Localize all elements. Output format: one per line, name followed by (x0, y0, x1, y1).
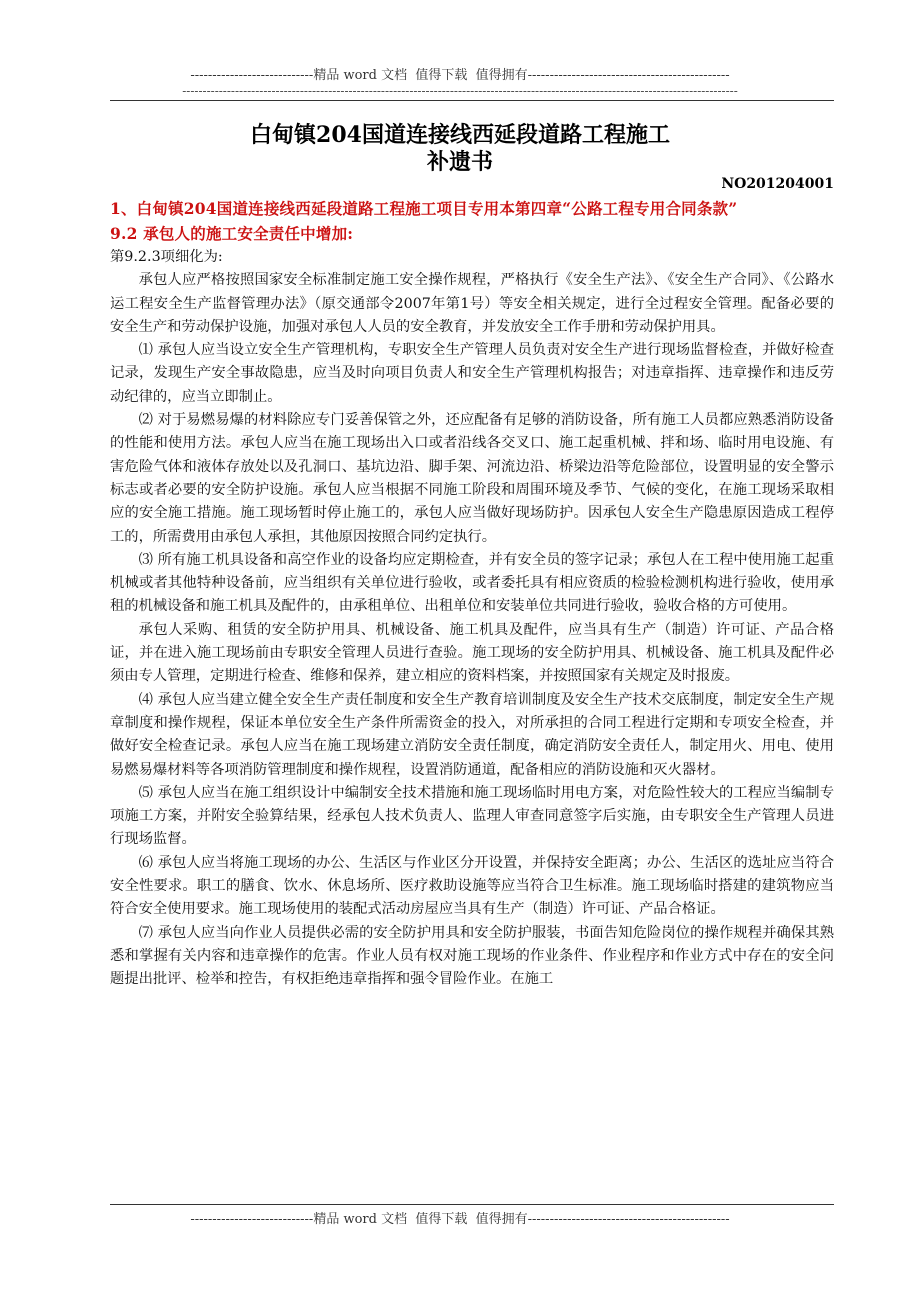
paragraph: ⑴ 承包人应当设立安全生产管理机构，专职安全生产管理人员负责对安全生产进行现场监督检查，并做好检查记录，发现生产安全事故隐患，应当及时向项目负责人和安全生产管理机构报告；对违章指挥、违章操作和违反劳动纪律的，应当立即制止。 (110, 342, 834, 405)
document-title: 白甸镇204国道连接线西延段道路工程施工 (250, 122, 670, 148)
paragraph: 承包人采购、租赁的安全防护用具、机械设备、施工机具及配件，应当具有生产（制造）许可证、产品合格证，并在进入施工现场前由专职安全管理人员进行查验。施工现场的安全防护用具、机械设备、施工机具及配件必须由专人管理，定期进行检查、维修和保养，建立相应的资料档案，并按照国家有关规定及时报废。 (110, 621, 834, 685)
paragraph: ⑵ 对于易燃易爆的材料除应专门妥善保管之外，还应配备有足够的消防设备，所有施工人员都应熟悉消防设备的性能和使用方法。承包人应当在施工现场出入口或者沿线各交叉口、施工起重机械、拌和场、临时用电设施、有害危险气体和液体存放处以及孔洞口、基坑边沿、脚手架、河流边沿、桥梁边沿等危险部位，设置明显的安全警示标志或者必要的安全防护设施。承包人应当根据不同施工阶段和周围环境及季节、气候的变化，在施工现场采取相应的安全施工措施。施工现场暂时停止施工的，承包人应当做好现场防护。因承包人安全生产隐患原因造成工程停工的，所需费用由承包人承担，其他原因按照合同约定执行。 (110, 412, 834, 545)
document-subtitle: 补遗书 (426, 149, 493, 175)
paragraph: ⑶ 所有施工机具设备和高空作业的设备均应定期检查，并有安全员的签字记录；承包人在工程中使用施工起重机械或者其他特种设备前，应当组织有关单位进行验收，或者委托具有相应资质的检验检测机构进行验收，使用承租的机械设备和施工机具及配件的，由承租单位、出租单位和安装单位共同进行验收，验收合格的方可使用。 (110, 551, 834, 615)
page-footer-banner: ----------------------------精品 word 文档 值得下载 值得拥有---------------------------------------------- (190, 1212, 730, 1227)
paragraph: ⑺ 承包人应当向作业人员提供必需的安全防护用具和安全防护服装，书面告知危险岗位的操作规程并确保其熟悉和掌握有关内容和违章操作的危害。作业人员有权对施工现场的作业条件、作业程序和作业方式中存在的安全问题提出批评、检举和控告，有权拒绝违章指挥和强令冒险作业。在施工 (110, 924, 834, 988)
footer-rule (110, 1204, 834, 1205)
page-header-banner: ----------------------------精品 word 文档 值得下载 值得拥有---------------------------------------------- (190, 68, 730, 83)
clause-intro: 第9.2.3项细化为: (110, 249, 223, 265)
paragraph: 承包人应严格按照国家安全标准制定施工安全操作规程，严格执行《安全生产法》、《安全生产合同》、《公路水运工程安全生产监督管理办法》（原交通部令2007年第1号）等安全相关规定，进行全过程安全管理。配备必要的安全生产和劳动保护设施，加强对承包人人员的安全教育，并发放安全工作手册和劳动保护用具。 (110, 272, 834, 335)
paragraph: ⑸ 承包人应当在施工组织设计中编制安全技术措施和施工现场临时用电方案，对危险性较大的工程应当编制专项施工方案，并附安全验算结果，经承包人技术负责人、监理人审查同意签字后实施，由专职安全生产管理人员进行现场监督。 (110, 784, 834, 848)
page-header-dash-line: ----------------------------------------------------------------------------------------------------------------------------------------- (182, 84, 738, 98)
section-heading: 1、白甸镇204国道连接线西延段道路工程施工项目专用本第四章“公路工程专用合同条款” (110, 199, 738, 218)
section-subheading: 9.2 承包人的施工安全责任中增加: (110, 224, 354, 243)
paragraph: ⑹ 承包人应当将施工现场的办公、生活区与作业区分开设置，并保持安全距离；办公、生活区的选址应当符合安全性要求。职工的膳食、饮水、休息场所、医疗救助设施等应当符合卫生标准。施工现场临时搭建的建筑物应当符合安全使用要求。施工现场使用的装配式活动房屋应当具有生产（制造）许可证、产品合格证。 (110, 854, 834, 918)
header-rule (110, 100, 834, 101)
document-body (110, 246, 834, 992)
paragraph: ⑷ 承包人应当建立健全安全生产责任制度和安全生产教育培训制度及安全生产技术交底制度，制定安全生产规章制度和操作规程，保证本单位安全生产条件所需资金的投入，对所承担的合同工程进行定期和专项安全检查，并做好安全检查记录。承包人应当在施工现场建立消防安全责任制度，确定消防安全责任人，制定用火、用电、使用易燃易爆材料等各项消防管理制度和操作规程，设置消防通道，配备相应的消防设施和灭火器材。 (110, 691, 834, 778)
document-number: NO201204001 (721, 176, 834, 192)
